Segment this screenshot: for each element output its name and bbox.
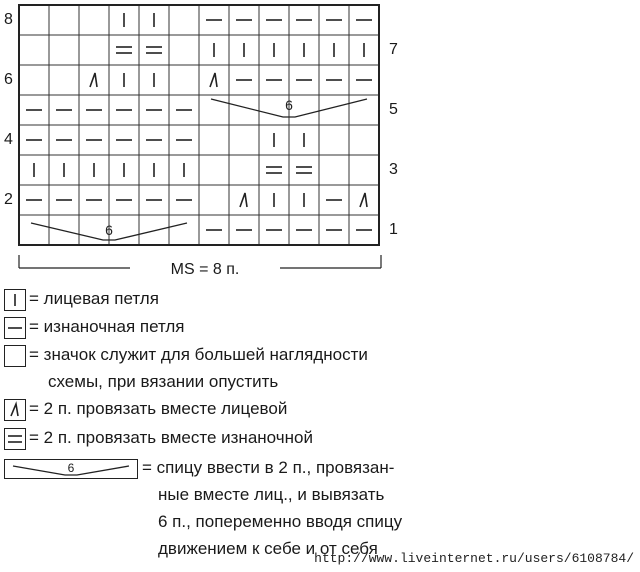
swoop-row5-count: 6 (285, 97, 293, 113)
row-label-1: 1 (389, 221, 398, 238)
watermark: http://www.liveinternet.ru/users/6108784/ (314, 551, 634, 566)
legend-empty-text-2: схемы, при вязании опустить (48, 372, 279, 391)
swoop-legend-icon (4, 459, 138, 479)
legend-knit-text: = лицевая петля (29, 289, 159, 308)
swoop-row1-count: 6 (105, 222, 113, 238)
row-label-7: 7 (389, 41, 398, 58)
row-label-8: 8 (4, 11, 13, 28)
swoop-legend-count: 6 (67, 461, 75, 475)
row-label-6: 6 (4, 71, 13, 88)
row-label-5: 5 (389, 101, 398, 118)
legend-purl-text: = изнаночная петля (29, 317, 185, 336)
purl-legend-icon (4, 317, 26, 339)
legend-k2tog-text: = 2 п. провязать вместе лицевой (29, 399, 288, 418)
knit-legend-icon (4, 289, 26, 311)
row-label-3: 3 (389, 161, 398, 178)
legend-empty-text: = значок служит для большей наглядности (29, 345, 368, 364)
legend-swoop-text-4: движением к себе и от себя (158, 539, 378, 558)
legend-swoop-text: = спицу ввести в 2 п., провязан- (142, 458, 395, 477)
row-label-4: 4 (4, 131, 13, 148)
legend-swoop-text-2: ные вместе лиц., и вывязать (158, 485, 385, 504)
row-label-2: 2 (4, 191, 13, 208)
repeat-label: MS = 8 п. (130, 261, 280, 279)
legend-p2tog-text: = 2 п. провязать вместе изнаночной (29, 428, 313, 447)
k2tog-legend-icon (4, 399, 26, 421)
p2tog-legend-icon (4, 428, 26, 450)
empty-legend-icon (4, 345, 26, 367)
legend-swoop-text-3: 6 п., попеременно вводя спицу (158, 512, 403, 531)
